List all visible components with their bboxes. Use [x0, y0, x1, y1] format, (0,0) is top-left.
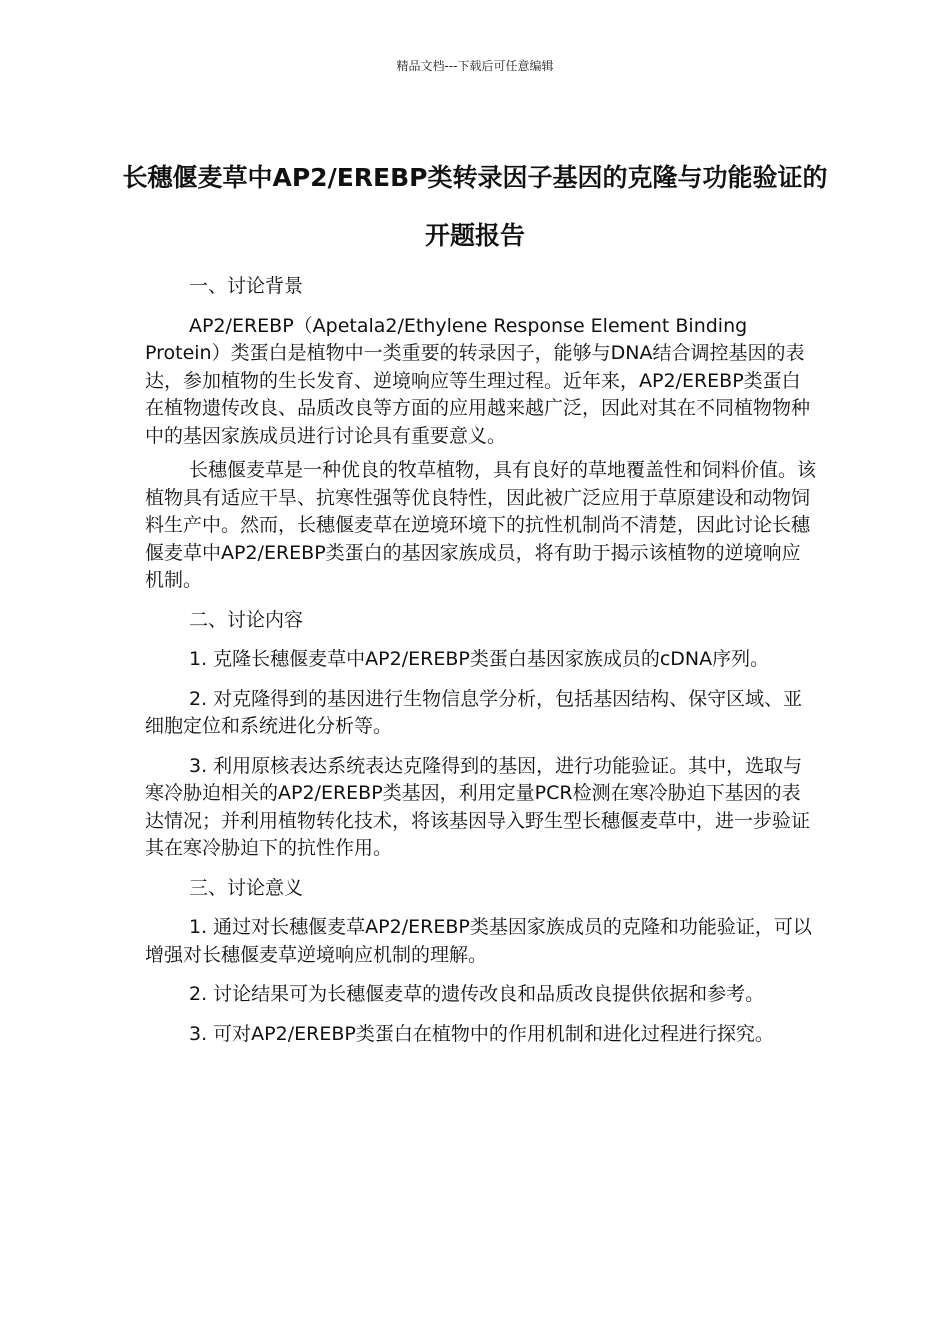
content-item-1: 1. 克隆长穗偃麦草中AP2/EREBP类蛋白基因家族成员的cDNA序列。	[189, 648, 770, 670]
section-heading-content: 二、讨论内容	[189, 608, 304, 631]
page-header: 精品文档---下载后可任意编辑	[396, 59, 554, 73]
section-heading-significance: 三、讨论意义	[189, 876, 304, 899]
background-paragraph-1: AP2/EREBP（Apetala2/Ethylene Response Element Binding Protein）类蛋白是植物中一类重要的转录因子，能够与DNA结合调控基因的表达，参加植物的生长发育、逆境响应等生理过程。近年来，AP2/EREBP类蛋白在植物遗传改良、品质改良等方面的应用越来越广泛，因此对其在不同植物物种中的基因家族成员进行讨论具有重要意义。	[145, 314, 811, 447]
significance-item-1: 1. 通过对长穗偃麦草AP2/EREBP类基因家族成员的克隆和功能验证，可以增强对长穗偃麦草逆境响应机制的理解。	[145, 916, 812, 966]
content-item-2: 2. 对克隆得到的基因进行生物信息学分析，包括基因结构、保守区域、亚细胞定位和系统进化分析等。	[145, 687, 803, 737]
background-paragraph-2: 长穗偃麦草是一种优良的牧草植物，具有良好的草地覆盖性和饲料价值。该植物具有适应干旱、抗寒性强等优良特性，因此被广泛应用于草原建设和动物饲料生产中。然而，长穗偃麦草在逆境环境下的抗性机制尚不清楚，因此讨论长穗偃麦草中AP2/EREBP类蛋白的基因家族成员，将有助于揭示该植物的逆境响应机制。	[145, 459, 817, 591]
significance-item-2: 2. 讨论结果可为长穗偃麦草的遗传改良和品质改良提供依据和参考。	[189, 983, 765, 1005]
document-title: 长穗偃麦草中AP2/EREBP类转录因子基因的克隆与功能验证的开题报告	[122, 162, 828, 250]
significance-item-3: 3. 可对AP2/EREBP类蛋白在植物中的作用机制和进化过程进行探究。	[189, 1022, 774, 1045]
content-item-3: 3. 利用原核表达系统表达克隆得到的基因，进行功能验证。其中，选取与寒冷胁迫相关的AP2/EREBP类基因，利用定量PCR检测在寒冷胁迫下基因的表达情况；并利用植物转化技术，将该基因导入野生型长穗偃麦草中，进一步验证其在寒冷胁迫下的抗性作用。	[145, 754, 811, 859]
document-body	[145, 273, 817, 1060]
section-heading-background: 一、讨论背景	[189, 275, 304, 297]
